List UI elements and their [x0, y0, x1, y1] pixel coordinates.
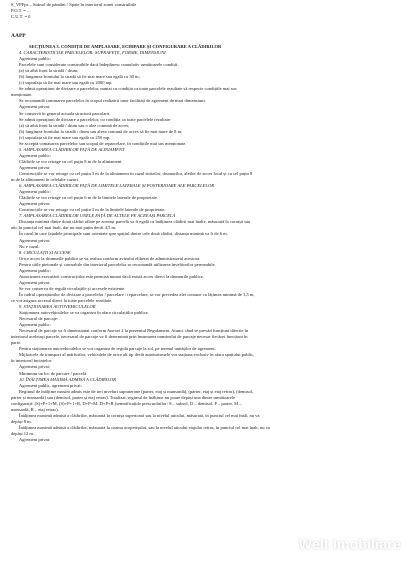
text-line: Distanța minimă dintre două clădiri aflate pe aceeași parcelă va fi egală cu înălțimea clădirii mai înalte, măsurată la cornișă sau	[19, 219, 251, 225]
text-line: Agrement privat:	[19, 104, 51, 110]
section-title: SECȚIUNEA 3. CONDIȚII DE AMPLASARE, ECHIPARE ȘI CONFIGURARE A CLĂDIRILOR	[29, 44, 222, 49]
text-line: Clădirile se vor retrage cu cel puțin 8 m de la aliniament.	[19, 158, 123, 164]
watermark-text: Welt Imobiliare	[298, 536, 401, 552]
text-line: Înălțimea maximă admisă a clădirilor, măsurată la coama acoperișului, sau la nivelul aticului etajului retras, în punctul cel mai înalt, nu va	[19, 424, 270, 430]
text-line: Se conservă în general actuala structură parcelară.	[19, 110, 111, 116]
text-line: mansardă, R – etaj retras).	[11, 406, 59, 412]
house-logo-icon	[269, 531, 295, 557]
article-heading: 7. AMPLASAREA CLĂDIRILOR UNELE FAȚĂ DE ALTELE PE ACEEAȘI PARCELĂ	[19, 213, 176, 219]
text-line: Agrement public:	[19, 56, 51, 62]
text-line: (a) să aibă front la stradă / drum sau o alee comună de acces;	[19, 122, 130, 128]
text-line: Clădirile se vor retrage cu cel puțin 6 m de la limitele laterale de proprietate.	[19, 195, 158, 201]
text-line: configurații: (S)+P+1+M, (S)+P+1+R, D+P+M, D+P+R (semnificațiile prescurtărilor: S – subsol, D – demisol, P – parter, M –	[11, 400, 242, 406]
text-line: Necesarul de parcaje:	[19, 316, 59, 322]
text-line: ce vor asigura accesul direct la toate parcelele rezultate.	[11, 297, 113, 303]
text-line: Pentru căile pietonale și carosabile din interiorul parcelelor se recomandă utilizarea învelitorilor permeabile.	[19, 261, 216, 267]
text-line: Înălțimea maximă admisă a clădirilor, măsurată la cornișa superioară sau la nivelul aticului, măsurată, în punctul cel mai înalt, nu va	[19, 412, 260, 418]
text-line: Agrement privat:	[19, 201, 51, 207]
text-line: depăși 8 m.	[11, 418, 32, 424]
text-line: Se admit operațiuni de divizare a parcelelor, numai cu condiția ca toate parcelele rezultate să respecte condițiile mai sus	[19, 86, 237, 92]
text-line: Agrement privat:	[19, 237, 51, 243]
article-heading: 5. AMPLASAREA CLĂDIRILOR FAȚĂ DE ALINIAMENT	[19, 146, 125, 152]
text-line: (c) suprafața să fie mai mare sau egală cu 250 mp.	[19, 134, 111, 140]
text-line: Se vor conserva de regulă circulațiile și accesele existente.	[19, 285, 126, 291]
text-line: atic în punctul cel mai înalt, dar nu mai puțin decât 4,5 m.	[11, 225, 117, 231]
text-line: Agrement privat:	[19, 437, 51, 443]
text-line: Agrement public:	[19, 322, 51, 328]
text-line: Agrement privat:	[19, 279, 51, 285]
text-line: În cazul în care fațadele principale sunt orientate spre spațiul dintre cele două clădiri, distanța minimă va fi de 6 m.	[19, 231, 228, 237]
header-line: S_VPFps – Subsol de pământ / Spate în interiorul zonei construibile	[11, 2, 137, 7]
text-line: Necesarul de parcaje va fi dimensionat conform Anexei 2 la prezentul Regulament. Atunci când se prevăd funcțiuni diferite în	[19, 328, 249, 334]
text-line: (b) lungimea frontului la stradă să fie mai mare sau egală cu 30 m;	[19, 74, 140, 80]
text-line: Construcțiile se vor retrage cu cel puțin 3 m de la limitele laterale de proprietate.	[19, 207, 166, 213]
text-line: Se admit operațiuni de divizare a parcelelor, cu condiția ca toate parcelele rezultate:	[19, 116, 172, 122]
text-line: Agrement public:	[19, 152, 51, 158]
text-line: Mijloacele de transport al mărfurilor, vehiculele de orice alt tip decât autoturismele vor staționa exclusiv în afara spațiului public,	[19, 352, 255, 358]
text-line: Parcelele sunt considerate construibile dacă îndeplinesc cumulativ următoarele condiții:	[19, 62, 179, 68]
text-line: menționate.	[11, 92, 33, 98]
article-heading: 8. CIRCULAȚII ȘI ACCESE	[19, 249, 71, 255]
text-line: (b) lungimea frontului la stradă / drum sau aleea comună de acces să fie mai mare de 8 m;	[19, 128, 183, 134]
text-line: Agrement privat:	[19, 364, 51, 370]
text-line: Se acceptă comasarea parcelelor sau scopul de reparcelare, în condițiile mai sus menționate.	[19, 140, 187, 146]
article-heading: 9. STAȚIONAREA AUTOVEHICULELOR	[19, 304, 96, 310]
text-line: Orice acces la drumurile publice se va realiza conform avizului eliberat de administratorul acestora.	[19, 255, 201, 261]
text-line: Nu e cazul.	[19, 243, 40, 249]
text-line: În cadrul operațiunilor de divizare a parcelelor / parcelare / reparcelare, se vor prevedea alei comune cu lățimea minimă de 3,5 m,	[19, 291, 255, 297]
article-heading: 4. CARACTERISTICILE PARCELELOR: SUPRAFEȚE, FORME, DIMENSIUNI	[19, 50, 166, 56]
text-line: interiorul aceleiași parcele, necesarul de parcaje va fi determinat prin însumarea numărului de parcaje necesar fiecărei funcțiuni în	[11, 334, 248, 340]
header-line: C.U.T. = 0	[11, 14, 31, 19]
text-line: Agrement public:	[19, 267, 51, 273]
text-line: (c) suprafața să fie mai mare sau egală cu 2000 mp.	[19, 80, 113, 86]
text-line: Se recomandă comasarea parcelelor în scopul realizării unor facilități de agrement de mari dimensiuni.	[19, 98, 206, 104]
text-line: parte.	[11, 340, 22, 346]
text-line: depăși 12 m.	[11, 431, 35, 436]
text-line: parter și mansardă) sau (demisol, parter și etaj retras). Totalizat, regimul de înălțime nu poate depăși una dintre următoarele	[11, 394, 236, 400]
text-line: Autorizarea executării construcțiilor este permisă numai dacă există acces direct la drumurile publice.	[19, 273, 204, 279]
watermark	[269, 531, 401, 557]
text-line: Minimum un loc de parcare / parcelă.	[19, 370, 88, 376]
text-line: Agrement public:	[19, 189, 51, 195]
header-line: P.O.T. = ...	[11, 8, 31, 13]
text-line: m de la aliniament în celelalte cazuri.	[11, 177, 80, 183]
document-header	[11, 2, 136, 20]
text-line: Agrement privat:	[19, 164, 51, 170]
text-line: Agrement public, agrement privat:	[19, 382, 82, 388]
article-heading: 6. AMPLASAREA CLĂDIRILOR FAȚĂ DE LIMITELE LATERALE ȘI POSTERIOARE ALE PARCELELOR	[19, 183, 215, 189]
text-line: în interiorul incintelor.	[11, 358, 53, 364]
text-line: Regimul de înălțime maxim admis este de trei niveluri supraterane (parter, etaj și mansardă), (parter, etaj și etaj retras), (demisol,	[19, 388, 254, 394]
aapp-heading: AAPP	[11, 33, 26, 39]
text-line: Staționarea autovehiculelor se va organiza în afara circulațiilor publice.	[19, 310, 149, 316]
regulation-text	[11, 44, 403, 443]
text-line: Pentru staționarea autovehiculelor se vor organiza de regulă parcaje la sol, pe terenul unităților de agrement.	[19, 346, 216, 352]
article-heading: 10. ÎNĂLȚIMEA MAXIMĂ ADMISĂ A CLĂDIRILOR	[19, 376, 116, 382]
text-line: Construcțiile se vor retrage cu cel puțin 3 m de la aliniament în cazul străzilor, drumurilor, aleilor de acces local și cu cel puțin 8	[19, 170, 253, 176]
text-line: (a) să aibă front la stradă / drum;	[19, 68, 79, 74]
